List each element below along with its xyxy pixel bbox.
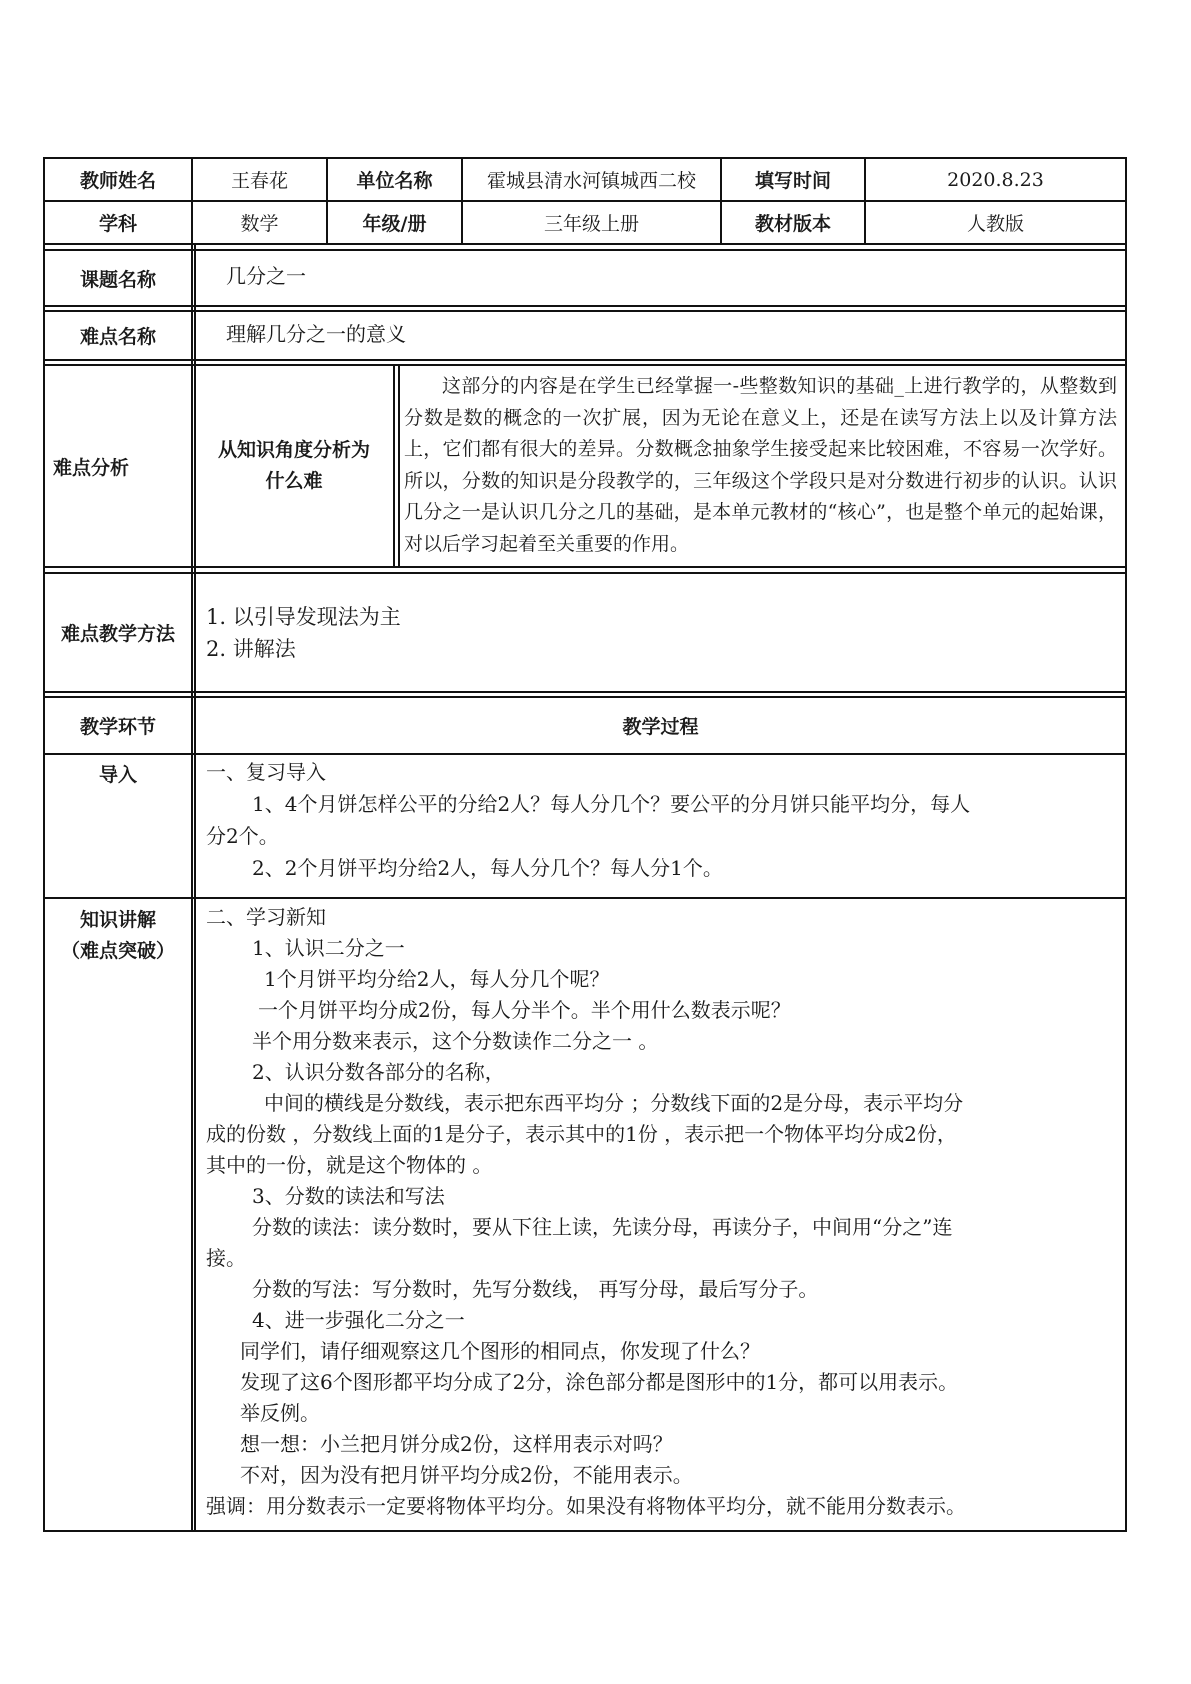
intro-line: 2、2个月饼平均分给2人，每人分几个？每人分1个。 <box>252 856 723 880</box>
topic-value: 几分之一 <box>226 264 306 288</box>
difficulty-value: 理解几分之一的意义 <box>226 322 406 346</box>
topic-label: 课题名称 <box>79 268 156 291</box>
knowledge-line: 半个用分数来表示，这个分数读作二分之一 。 <box>252 1029 659 1053</box>
method-item-1: 1. 以引导发现法为主 <box>206 605 401 629</box>
knowledge-line: 1、认识二分之一 <box>252 936 405 960</box>
knowledge-line: 2、认识分数各部分的名称， <box>252 1060 505 1084</box>
row-divider <box>43 691 1127 693</box>
edition-value: 人教版 <box>966 213 1024 235</box>
row-divider <box>43 249 1127 251</box>
row-divider <box>43 310 1127 312</box>
analysis-sub-label: 从知识角度分析为什么难 <box>217 439 370 492</box>
row-divider <box>43 243 1127 245</box>
col-divider <box>393 364 395 566</box>
fill-date-label: 填写时间 <box>754 170 831 192</box>
knowledge-line: 3、分数的读法和写法 <box>252 1184 445 1208</box>
knowledge-line: 4、进一步强化二分之一 <box>252 1308 465 1332</box>
knowledge-line: 不对，因为没有把月饼平均分成2份，不能用表示。 <box>240 1463 693 1487</box>
col-divider <box>191 157 193 1532</box>
knowledge-line: 强调：用分数表示一定要将物体平均分。如果没有将物体平均分，就不能用分数表示。 <box>206 1494 966 1518</box>
row-divider <box>43 359 1127 361</box>
knowledge-line: 二、学习新知 <box>206 905 326 929</box>
intro-line: 1、4个月饼怎样公平的分给2人？每人分几个？要公平的分月饼只能平均分，每人 <box>252 792 971 816</box>
knowledge-line: 中间的横线是分数线，表示把东西平均分 ；分数线下面的2是分母，表示平均分 <box>264 1091 964 1115</box>
teacher-name-value: 王春花 <box>230 170 288 192</box>
knowledge-line: 接。 <box>206 1246 246 1270</box>
knowledge-line: 成的份数 ，分数线上面的1是分子，表示其中的1份 ，表示把一个物体平均分成2份， <box>206 1122 957 1146</box>
knowledge-line: 1个月饼平均分给2人，每人分几个呢？ <box>264 967 610 991</box>
knowledge-line: 同学们，请仔细观察这几个图形的相同点，你发现了什么？ <box>240 1339 760 1363</box>
methods-label: 难点教学方法 <box>60 623 175 645</box>
method-item-2: 2. 讲解法 <box>206 637 296 661</box>
knowledge-label: 知识讲解 <box>79 908 156 931</box>
row-divider <box>43 572 1127 574</box>
knowledge-line: 其中的一份，就是这个物体的 。 <box>206 1153 493 1177</box>
row-divider <box>43 305 1127 307</box>
knowledge-line: 举反例。 <box>240 1401 320 1425</box>
knowledge-line: 一个月饼平均分成2份，每人分半个。半个用什么数表示呢？ <box>258 998 791 1022</box>
col-divider <box>194 243 196 1532</box>
knowledge-line: 发现了这6个图形都平均分成了2分，涂色部分都是图形中的1分，都可以用表示。 <box>240 1370 959 1394</box>
unit-name-value: 霍城县清水河镇城西二校 <box>486 170 696 192</box>
difficulty-label: 难点名称 <box>79 326 156 348</box>
analysis-label: 难点分析 <box>53 456 130 479</box>
knowledge-line: 分数的读法：读分数时，要从下往上读，先读分母，再读分子，中间用“分之”连 <box>252 1215 953 1239</box>
grade-label: 年级/册 <box>362 213 427 235</box>
row-divider <box>43 364 1127 366</box>
edition-label: 教材版本 <box>754 213 831 235</box>
col-divider <box>398 364 400 566</box>
intro-line: 分2个。 <box>206 824 279 848</box>
intro-label: 导入 <box>98 763 137 786</box>
subject-value: 数学 <box>240 213 279 235</box>
knowledge-sub-label: （难点突破） <box>60 939 175 962</box>
knowledge-line: 想一想：小兰把月饼分成2份，这样用表示对吗？ <box>240 1432 673 1456</box>
stage-header: 教学环节 <box>79 716 156 738</box>
teacher-name-label: 教师姓名 <box>79 170 156 192</box>
grade-value: 三年级上册 <box>543 213 639 235</box>
row-divider <box>43 897 1127 899</box>
unit-name-label: 单位名称 <box>356 170 433 192</box>
process-header: 教学过程 <box>622 716 699 738</box>
subject-label: 学科 <box>98 213 137 235</box>
row-divider <box>43 566 1127 568</box>
fill-date-value: 2020.8.23 <box>947 168 1044 191</box>
row-divider <box>43 753 1127 755</box>
knowledge-line: 分数的写法：写分数时，先写分数线， 再写分母，最后写分子。 <box>252 1277 819 1301</box>
analysis-text: 这部分的内容是在学生已经掌握一-些整数知识的基础_上进行教学的，从整数到分数是数的概念的一次扩展，因为无论在意义上，还是在读写方法上以及计算方法上，它们都有很大的差异。分数概念抽象学生接受起来比较困难，不容易一次学好。所以，分数的知识是分段教学的，三年级这个学段只是对分数进行初步的认识。认识几分之一是认识几分之几的基础，是本单元教材的“核心”，也是整个单元的起始课，对以后学习起着至关重要的作用。 <box>404 375 1117 555</box>
intro-line: 一、复习导入 <box>206 760 326 784</box>
